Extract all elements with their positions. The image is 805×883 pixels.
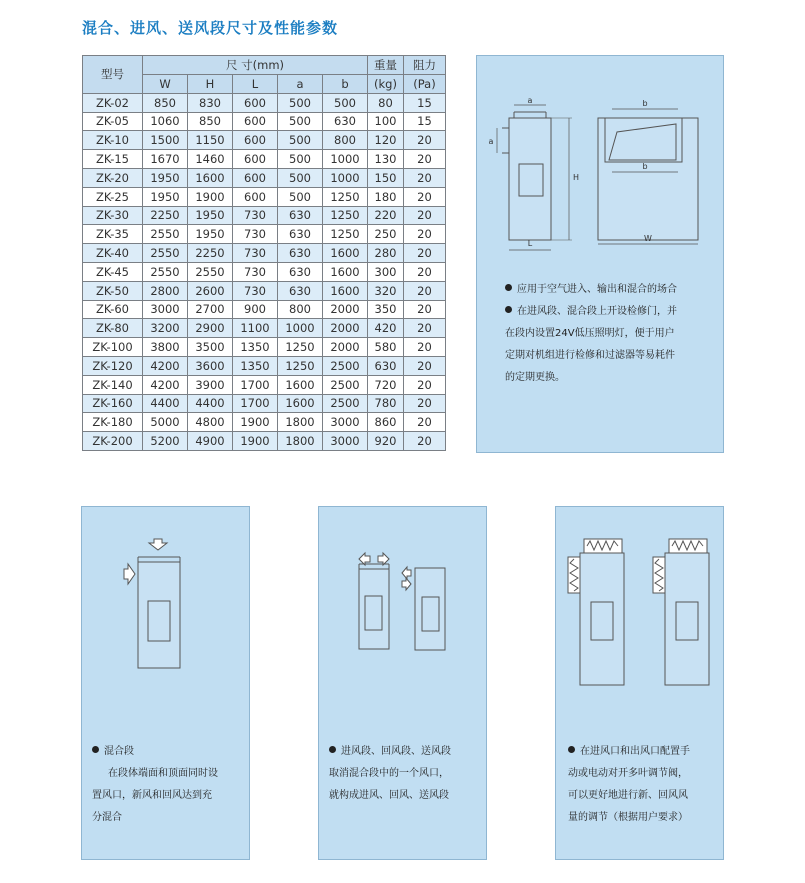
cell-model: ZK-50	[83, 281, 143, 300]
dimension-panel	[476, 55, 724, 453]
cell-l: 1350	[233, 356, 278, 375]
cell-b: 1000	[323, 168, 368, 187]
model-header: 型号	[83, 56, 143, 94]
cell-b: 1600	[323, 262, 368, 281]
cell-resistance: 20	[404, 281, 446, 300]
cell-w: 3800	[143, 338, 188, 357]
cell-resistance: 20	[404, 187, 446, 206]
cell-w: 4200	[143, 356, 188, 375]
sub-header-b: b	[323, 75, 368, 94]
table-row	[83, 338, 446, 357]
cell-a: 500	[278, 168, 323, 187]
cell-weight: 130	[368, 150, 404, 169]
resistance-header: 阻力	[404, 56, 446, 75]
cell-w: 2550	[143, 225, 188, 244]
cell-resistance: 20	[404, 244, 446, 263]
cell-h: 850	[188, 112, 233, 131]
cell-l: 1900	[233, 413, 278, 432]
table-row	[83, 168, 446, 187]
cell-a: 500	[278, 187, 323, 206]
cell-w: 1950	[143, 168, 188, 187]
inlet-section-panel	[318, 506, 487, 860]
cell-model: ZK-160	[83, 394, 143, 413]
cell-model: ZK-02	[83, 93, 143, 112]
bullet-icon	[92, 746, 99, 753]
cell-weight: 180	[368, 187, 404, 206]
cell-h: 2250	[188, 244, 233, 263]
cell-weight: 100	[368, 112, 404, 131]
cell-model: ZK-05	[83, 112, 143, 131]
panel-line: 分混合	[92, 812, 122, 823]
panel-line: 取消混合段中的一个风口，	[329, 768, 449, 779]
cell-weight: 250	[368, 225, 404, 244]
cell-h: 1460	[188, 150, 233, 169]
table-row	[83, 206, 446, 225]
cell-weight: 220	[368, 206, 404, 225]
cell-a: 1600	[278, 375, 323, 394]
cell-b: 1000	[323, 150, 368, 169]
cell-w: 5200	[143, 432, 188, 451]
cell-resistance: 15	[404, 112, 446, 131]
size-header: 尺 寸(mm)	[143, 56, 368, 75]
cell-a: 1800	[278, 413, 323, 432]
cell-a: 500	[278, 150, 323, 169]
cell-h: 2900	[188, 319, 233, 338]
cell-l: 600	[233, 93, 278, 112]
panel-line: 进风段、回风段、送风段	[329, 741, 484, 763]
panel-line: 置风口，新风和回风达到充	[92, 790, 212, 801]
cell-w: 5000	[143, 413, 188, 432]
cell-model: ZK-80	[83, 319, 143, 338]
cell-resistance: 20	[404, 225, 446, 244]
dim-label-a-side: a	[488, 137, 494, 146]
table-row	[83, 432, 446, 451]
cell-a: 1600	[278, 394, 323, 413]
cell-resistance: 20	[404, 262, 446, 281]
cell-h: 3500	[188, 338, 233, 357]
table-row	[83, 413, 446, 432]
cell-a: 1250	[278, 356, 323, 375]
cell-w: 850	[143, 93, 188, 112]
cell-a: 630	[278, 262, 323, 281]
cell-weight: 350	[368, 300, 404, 319]
cell-b: 3000	[323, 413, 368, 432]
cell-model: ZK-60	[83, 300, 143, 319]
cell-b: 2000	[323, 319, 368, 338]
cell-model: ZK-10	[83, 131, 143, 150]
cell-a: 630	[278, 206, 323, 225]
cell-weight: 580	[368, 338, 404, 357]
dim-label-h: H	[572, 173, 580, 182]
table-row	[83, 112, 446, 131]
cell-w: 3200	[143, 319, 188, 338]
cell-h: 1600	[188, 168, 233, 187]
cell-model: ZK-140	[83, 375, 143, 394]
dim-label-w: W	[644, 234, 652, 243]
cell-weight: 320	[368, 281, 404, 300]
bullet-icon	[329, 746, 336, 753]
cell-model: ZK-20	[83, 168, 143, 187]
bullet-icon	[568, 746, 575, 753]
panel-line: 可以更好地进行新、回风风	[568, 790, 688, 801]
table-row	[83, 394, 446, 413]
page-title: 混合、进风、送风段尺寸及性能参数	[82, 19, 339, 37]
resistance-unit: (Pa)	[404, 75, 446, 94]
cell-weight: 150	[368, 168, 404, 187]
cell-l: 730	[233, 262, 278, 281]
cell-h: 4900	[188, 432, 233, 451]
panel-line: 在进风口和出风口配置手	[568, 741, 723, 763]
sub-header-l: L	[233, 75, 278, 94]
cell-model: ZK-120	[83, 356, 143, 375]
cell-w: 2250	[143, 206, 188, 225]
cell-l: 730	[233, 225, 278, 244]
sub-header-w: W	[143, 75, 188, 94]
cell-resistance: 20	[404, 375, 446, 394]
cell-weight: 720	[368, 375, 404, 394]
cell-b: 3000	[323, 432, 368, 451]
cell-resistance: 20	[404, 356, 446, 375]
bullet-icon	[505, 306, 512, 313]
cell-weight: 780	[368, 394, 404, 413]
panel-line: 就构成进风、回风、送风段	[329, 790, 449, 801]
cell-weight: 920	[368, 432, 404, 451]
cell-w: 2550	[143, 244, 188, 263]
cell-b: 2500	[323, 375, 368, 394]
cell-model: ZK-35	[83, 225, 143, 244]
cell-weight: 420	[368, 319, 404, 338]
cell-model: ZK-45	[83, 262, 143, 281]
cell-weight: 300	[368, 262, 404, 281]
table-row	[83, 150, 446, 169]
table-row	[83, 187, 446, 206]
cell-w: 2800	[143, 281, 188, 300]
mixing-section-diagram	[82, 507, 249, 707]
cell-a: 630	[278, 281, 323, 300]
panel-line: 动或电动对开多叶调节阀，	[568, 768, 688, 779]
cell-weight: 630	[368, 356, 404, 375]
cell-h: 1900	[188, 187, 233, 206]
cell-l: 1700	[233, 375, 278, 394]
table-row	[83, 262, 446, 281]
cell-h: 830	[188, 93, 233, 112]
bullet-icon	[505, 284, 512, 291]
table-row	[83, 131, 446, 150]
dim-label-b-mid: b	[642, 162, 648, 171]
note-line: 在段内设置24V低压照明灯，便于用户	[505, 328, 675, 339]
sub-header-a: a	[278, 75, 323, 94]
cell-l: 600	[233, 187, 278, 206]
table-row	[83, 356, 446, 375]
cell-w: 1500	[143, 131, 188, 150]
cell-a: 500	[278, 112, 323, 131]
table-row	[83, 93, 446, 112]
cell-resistance: 20	[404, 394, 446, 413]
cell-b: 630	[323, 112, 368, 131]
cell-weight: 80	[368, 93, 404, 112]
note-line: 的定期更换。	[505, 372, 565, 383]
note-line: 在进风段、混合段上开设检修门，并	[505, 301, 720, 323]
mixing-section-panel	[81, 506, 250, 860]
cell-h: 2550	[188, 262, 233, 281]
dimension-diagram	[477, 56, 723, 256]
cell-model: ZK-30	[83, 206, 143, 225]
cell-l: 600	[233, 131, 278, 150]
table-row	[83, 281, 446, 300]
cell-l: 730	[233, 244, 278, 263]
table-row	[83, 375, 446, 394]
cell-l: 1100	[233, 319, 278, 338]
cell-h: 3900	[188, 375, 233, 394]
cell-l: 1350	[233, 338, 278, 357]
panel-line: 混合段	[92, 741, 247, 763]
dimension-notes	[505, 279, 720, 389]
cell-h: 1150	[188, 131, 233, 150]
cell-resistance: 20	[404, 413, 446, 432]
cell-b: 1600	[323, 244, 368, 263]
cell-w: 3000	[143, 300, 188, 319]
cell-h: 4400	[188, 394, 233, 413]
cell-h: 4800	[188, 413, 233, 432]
cell-l: 600	[233, 168, 278, 187]
cell-w: 2550	[143, 262, 188, 281]
note-line: 应用于空气进入、输出和混合的场合	[505, 279, 720, 301]
table-row	[83, 319, 446, 338]
cell-l: 730	[233, 206, 278, 225]
cell-model: ZK-40	[83, 244, 143, 263]
cell-w: 4200	[143, 375, 188, 394]
weight-unit: (kg)	[368, 75, 404, 94]
cell-l: 730	[233, 281, 278, 300]
table-row	[83, 244, 446, 263]
weight-header: 重量	[368, 56, 404, 75]
cell-h: 1950	[188, 206, 233, 225]
cell-a: 1250	[278, 338, 323, 357]
mixing-section-text	[92, 741, 247, 829]
cell-a: 630	[278, 244, 323, 263]
cell-h: 2600	[188, 281, 233, 300]
cell-resistance: 20	[404, 338, 446, 357]
damper-panel	[555, 506, 724, 860]
cell-resistance: 20	[404, 300, 446, 319]
cell-b: 2500	[323, 394, 368, 413]
cell-resistance: 20	[404, 168, 446, 187]
cell-a: 630	[278, 225, 323, 244]
cell-b: 2000	[323, 300, 368, 319]
panel-line: 量的调节（根据用户要求）	[568, 812, 688, 823]
cell-w: 1670	[143, 150, 188, 169]
table-row	[83, 300, 446, 319]
cell-w: 1060	[143, 112, 188, 131]
cell-a: 1800	[278, 432, 323, 451]
cell-l: 600	[233, 150, 278, 169]
cell-h: 3600	[188, 356, 233, 375]
cell-model: ZK-200	[83, 432, 143, 451]
sub-header-h: H	[188, 75, 233, 94]
inlet-section-diagram	[319, 507, 486, 707]
cell-w: 4400	[143, 394, 188, 413]
cell-weight: 120	[368, 131, 404, 150]
cell-b: 2000	[323, 338, 368, 357]
note-line: 定期对机组进行检修和过滤器等易耗件	[505, 350, 675, 361]
cell-model: ZK-25	[83, 187, 143, 206]
cell-weight: 280	[368, 244, 404, 263]
cell-a: 1000	[278, 319, 323, 338]
cell-b: 1250	[323, 225, 368, 244]
cell-resistance: 20	[404, 432, 446, 451]
cell-b: 1250	[323, 187, 368, 206]
cell-l: 1700	[233, 394, 278, 413]
dim-label-b-top: b	[642, 99, 648, 108]
table-row	[83, 225, 446, 244]
cell-resistance: 20	[404, 131, 446, 150]
cell-a: 500	[278, 131, 323, 150]
cell-b: 500	[323, 93, 368, 112]
cell-b: 800	[323, 131, 368, 150]
cell-weight: 860	[368, 413, 404, 432]
cell-b: 2500	[323, 356, 368, 375]
dim-label-a-top: a	[527, 96, 533, 105]
cell-resistance: 20	[404, 319, 446, 338]
panel-line: 在段体端面和顶面同时设	[108, 768, 218, 779]
cell-model: ZK-15	[83, 150, 143, 169]
cell-l: 1900	[233, 432, 278, 451]
spec-table	[82, 55, 446, 451]
cell-h: 1950	[188, 225, 233, 244]
cell-resistance: 15	[404, 93, 446, 112]
cell-w: 1950	[143, 187, 188, 206]
cell-b: 1250	[323, 206, 368, 225]
cell-a: 500	[278, 93, 323, 112]
cell-resistance: 20	[404, 150, 446, 169]
cell-model: ZK-180	[83, 413, 143, 432]
cell-resistance: 20	[404, 206, 446, 225]
damper-text	[568, 741, 723, 829]
cell-b: 1600	[323, 281, 368, 300]
cell-model: ZK-100	[83, 338, 143, 357]
cell-l: 600	[233, 112, 278, 131]
inlet-section-text	[329, 741, 484, 807]
cell-l: 900	[233, 300, 278, 319]
dim-label-l: L	[527, 239, 533, 248]
cell-h: 2700	[188, 300, 233, 319]
damper-diagram	[556, 507, 723, 707]
cell-a: 800	[278, 300, 323, 319]
